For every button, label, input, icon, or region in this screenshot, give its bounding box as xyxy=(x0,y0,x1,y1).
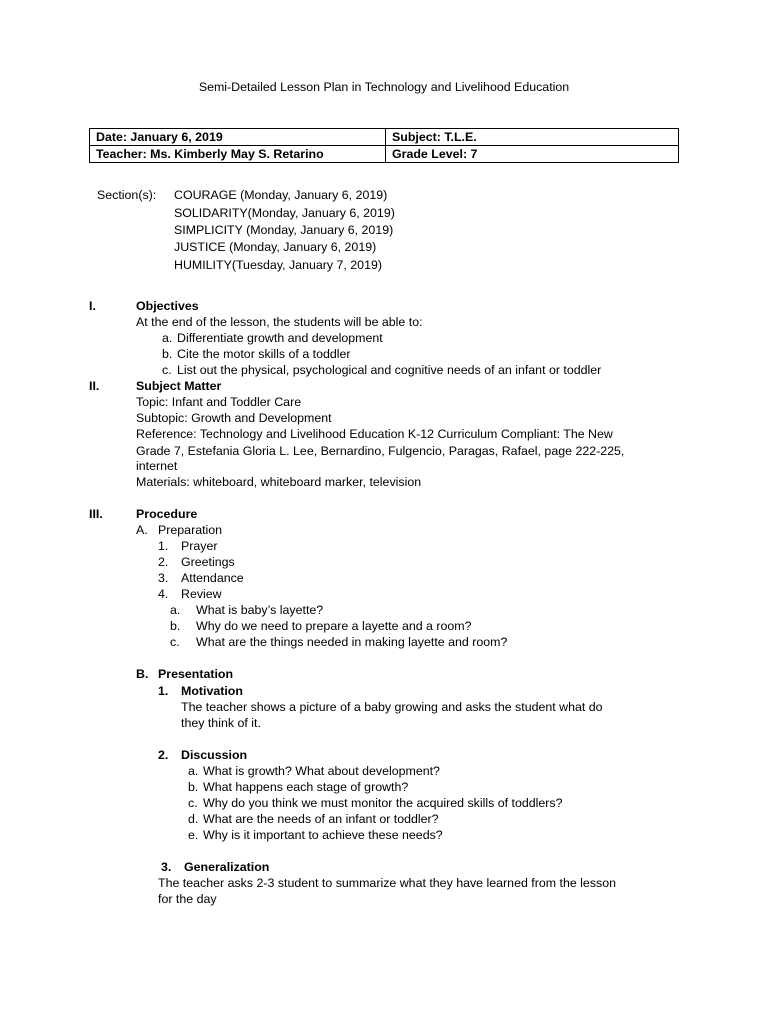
objective-marker: a. xyxy=(162,331,173,345)
step-marker: 2. xyxy=(158,555,169,569)
grade-cell: Grade Level: 7 xyxy=(386,146,679,163)
date-cell: Date: January 6, 2019 xyxy=(90,129,386,146)
review-marker: b. xyxy=(170,619,181,633)
discussion-marker: 2. xyxy=(158,748,169,762)
objective-item: Differentiate growth and development xyxy=(177,331,383,345)
objective-marker: b. xyxy=(162,347,173,361)
presentation-heading: Presentation xyxy=(158,667,234,681)
discussion-marker-letter: a. xyxy=(188,764,199,778)
generalization-text: for the day xyxy=(158,892,217,906)
preparation-marker: A. xyxy=(136,523,148,537)
objective-marker: c. xyxy=(162,363,172,377)
section-item: JUSTICE (Monday, January 6, 2019) xyxy=(174,240,377,254)
presentation-marker: B. xyxy=(136,667,149,681)
discussion-heading: Discussion xyxy=(181,748,248,762)
section-item: SOLIDARITY(Monday, January 6, 2019) xyxy=(174,206,395,220)
review-marker: c. xyxy=(170,635,180,649)
discussion-question: What are the needs of an infant or toddler? xyxy=(203,812,439,826)
discussion-question: Why do you think we must monitor the acquired skills of toddlers? xyxy=(203,796,563,810)
objectives-intro: At the end of the lesson, the students will be able to: xyxy=(136,315,423,329)
step-item: Greetings xyxy=(181,555,235,569)
objectives-heading: Objectives xyxy=(136,299,199,313)
subject-matter-heading: Subject Matter xyxy=(136,379,222,393)
topic-line: Topic: Infant and Toddler Care xyxy=(136,395,302,409)
step-item: Review xyxy=(181,587,222,601)
section-item: SIMPLICITY (Monday, January 6, 2019) xyxy=(174,223,394,237)
motivation-text: they think of it. xyxy=(181,716,261,730)
procedure-number: III. xyxy=(89,507,103,521)
step-item: Attendance xyxy=(181,571,244,585)
info-row-2 xyxy=(90,146,679,163)
discussion-marker-letter: b. xyxy=(188,780,199,794)
reference-line: Reference: Technology and Livelihood Education K-12 Curriculum Compliant: The New xyxy=(136,427,613,441)
generalization-marker: 3. xyxy=(161,860,172,874)
discussion-question: Why is it important to achieve these needs? xyxy=(203,828,443,842)
objective-item: Cite the motor skills of a toddler xyxy=(177,347,351,361)
subject-matter-number: II. xyxy=(89,379,100,393)
document-title: Semi-Detailed Lesson Plan in Technology and Livelihood Education xyxy=(198,80,570,94)
discussion-question: What is growth? What about development? xyxy=(203,764,440,778)
step-item: Prayer xyxy=(181,539,218,553)
discussion-marker-letter: e. xyxy=(188,828,199,842)
reference-line: internet xyxy=(136,459,178,473)
motivation-text: The teacher shows a picture of a baby growing and asks the student what do xyxy=(181,700,603,714)
section-item: HUMILITY(Tuesday, January 7, 2019) xyxy=(174,258,382,272)
subject-cell: Subject: T.L.E. xyxy=(386,129,679,146)
reference-line: Grade 7, Estefania Gloria L. Lee, Bernardino, Fulgencio, Paragas, Rafael, page 222-225, xyxy=(136,444,625,458)
step-marker: 1. xyxy=(158,539,169,553)
objectives-number: I. xyxy=(89,299,96,313)
generalization-text: The teacher asks 2-3 student to summarize what they have learned from the lesson xyxy=(158,876,616,890)
subtopic-line: Subtopic: Growth and Development xyxy=(136,411,332,425)
discussion-marker-letter: d. xyxy=(188,812,199,826)
discussion-question: What happens each stage of growth? xyxy=(203,780,409,794)
step-marker: 3. xyxy=(158,571,169,585)
discussion-marker-letter: c. xyxy=(188,796,198,810)
materials-line: Materials: whiteboard, whiteboard marker, television xyxy=(136,475,422,489)
review-question: What is baby’s layette? xyxy=(196,603,324,617)
sections-label: Section(s): xyxy=(97,188,157,202)
motivation-marker: 1. xyxy=(158,684,169,698)
review-question: What are the things needed in making layette and room? xyxy=(196,635,508,649)
review-marker: a. xyxy=(170,603,181,617)
info-table xyxy=(89,128,679,163)
generalization-heading: Generalization xyxy=(184,860,270,874)
motivation-heading: Motivation xyxy=(181,684,243,698)
step-marker: 4. xyxy=(158,587,169,601)
review-question: Why do we need to prepare a layette and a room? xyxy=(196,619,472,633)
teacher-cell: Teacher: Ms. Kimberly May S. Retarino xyxy=(90,146,386,163)
objective-item: List out the physical, psychological and cognitive needs of an infant or toddler xyxy=(177,363,602,377)
procedure-heading: Procedure xyxy=(136,507,198,521)
section-item: COURAGE (Monday, January 6, 2019) xyxy=(174,188,388,202)
preparation-heading: Preparation xyxy=(158,523,223,537)
info-row-1 xyxy=(90,129,679,146)
